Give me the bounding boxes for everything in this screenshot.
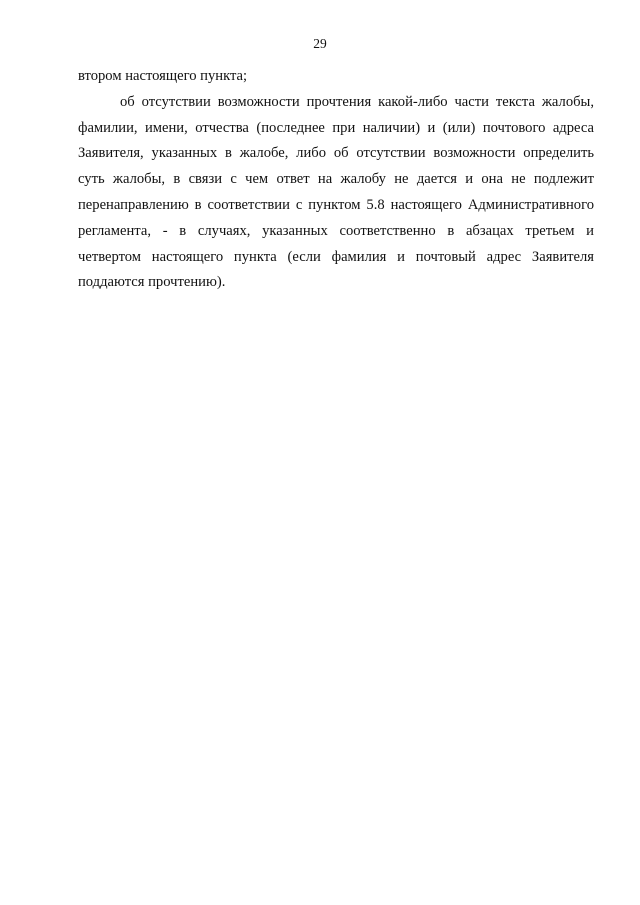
text-line: Заявителя, указанных в жалобе, либо об отсутствии возможности определить xyxy=(78,145,594,162)
text-line: фамилии, имени, отчества (последнее при наличии) и (или) почтового адреса xyxy=(78,119,594,136)
text-line: втором настоящего пункта; xyxy=(78,68,248,84)
body-text xyxy=(78,64,594,296)
text-line: об отсутствии возможности прочтения какой-либо части текста жалобы, xyxy=(120,93,594,110)
text-line: перенаправлению в соответствии с пунктом 5.8 настоящего Административного xyxy=(78,196,594,213)
text-line: поддаются прочтению). xyxy=(78,274,226,291)
page-number: 29 xyxy=(313,36,327,51)
text-line: четвертом настоящего пункта (если фамилия и почтовый адрес Заявителя xyxy=(78,248,594,265)
text-line: суть жалобы, в связи с чем ответ на жалобу не дается и она не подлежит xyxy=(78,171,594,188)
text-line: регламента, - в случаях, указанных соответственно в абзацах третьем и xyxy=(78,222,594,239)
